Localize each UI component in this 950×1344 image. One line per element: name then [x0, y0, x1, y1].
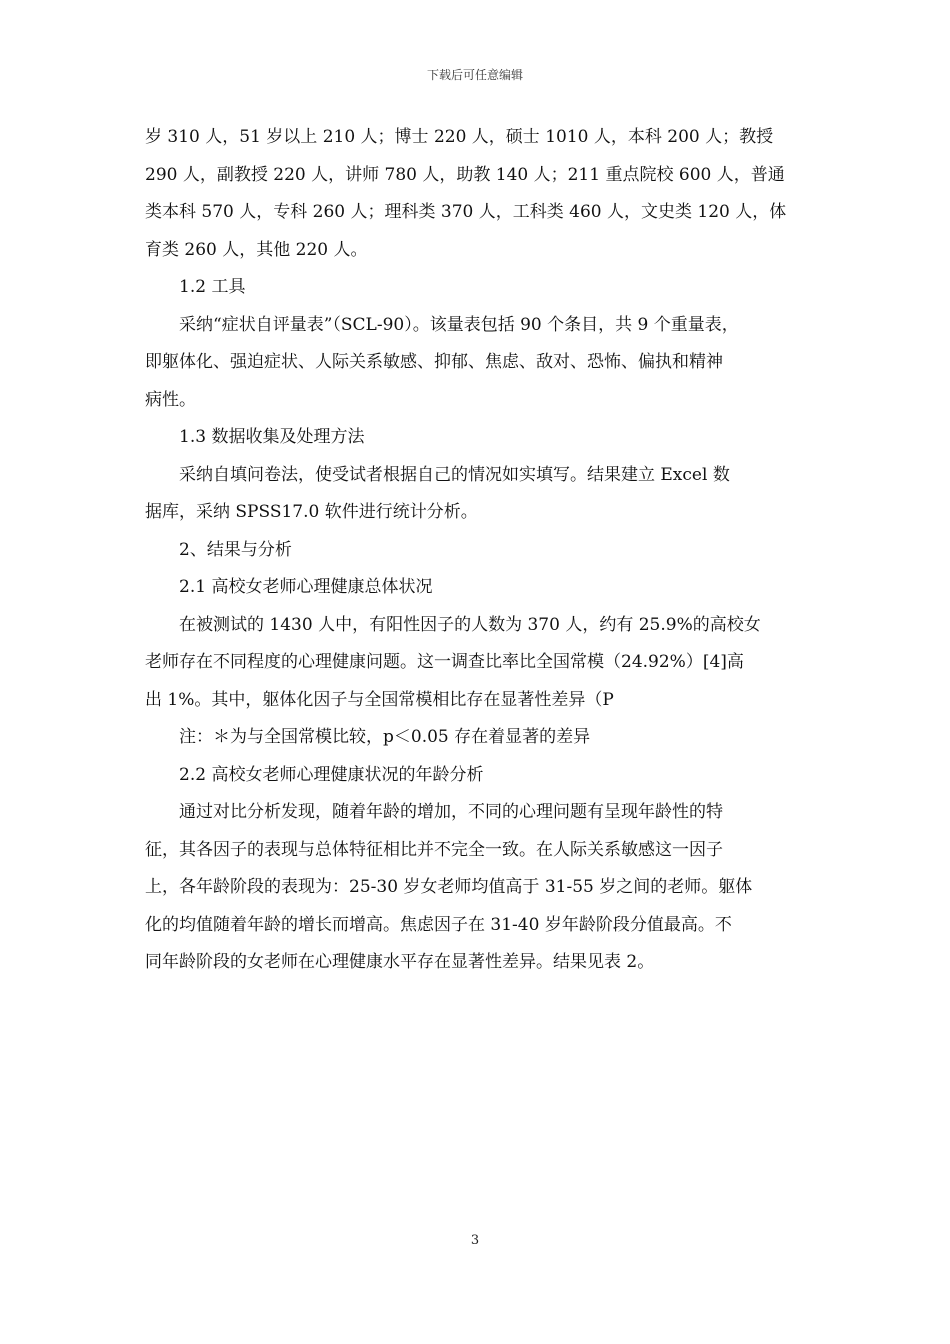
page-number: 3	[470, 1233, 480, 1248]
body-line: 采纳自填问卷法，使受试者根据自己的情况如实填写。结果建立 Excel 数	[179, 464, 730, 485]
body-line: 通过对比分析发现，随着年龄的增加，不同的心理问题有呈现年龄性的特	[179, 802, 723, 822]
body-line: 即躯体化、强迫症状、人际关系敏感、抑郁、焦虑、敌对、恐怖、偏执和精神	[145, 352, 723, 372]
body-line: 采纳“症状自评量表”（SCL-90）。该量表包括 90 个条目，共 9 个重量表，	[179, 314, 739, 335]
section-heading-2-2: 2.2 高校女老师心理健康状况的年龄分析	[179, 764, 484, 785]
body-line: 290 人，副教授 220 人，讲师 780 人，助教 140 人；211 重点院校 600 人，普通	[145, 164, 785, 185]
page-header: 下载后可任意编辑	[426, 68, 523, 82]
section-heading-1-3: 1.3 数据收集及处理方法	[179, 427, 365, 447]
section-heading-1-2: 1.2 工具	[179, 277, 246, 297]
body-line: 病性。	[145, 389, 196, 410]
table-note: 注：＊为与全国常模比较，p＜0.05 存在着显著的差异	[179, 727, 591, 747]
body-line: 据库，采纳 SPSS17.0 软件进行统计分析。	[145, 502, 478, 522]
body-line: 育类 260 人，其他 220 人。	[145, 239, 368, 260]
document-body	[145, 119, 807, 982]
body-line: 同年龄阶段的女老师在心理健康水平存在显著性差异。结果见表 2。	[145, 952, 655, 972]
section-heading-2: 2、结果与分析	[179, 539, 292, 560]
body-line: 老师存在不同程度的心理健康问题。这一调查比率比全国常模（24.92%）[4]高	[145, 652, 744, 672]
body-line: 上，各年龄阶段的表现为：25-30 岁女老师均值高于 31-55 岁之间的老师。躯体	[145, 877, 753, 897]
body-line: 化的均值随着年龄的增长而增高。焦虑因子在 31-40 岁年龄阶段分值最高。不	[145, 914, 732, 935]
body-line: 类本科 570 人，专科 260 人；理科类 370 人，工科类 460 人，文史类 120 人，体	[145, 202, 787, 222]
body-line: 在被测试的 1430 人中，有阳性因子的人数为 370 人，约有 25.9%的高校女	[179, 614, 761, 635]
body-line: 出 1%。其中，躯体化因子与全国常模相比存在显著性差异（P	[145, 689, 614, 710]
section-heading-2-1: 2.1 高校女老师心理健康总体状况	[179, 577, 433, 597]
body-line: 岁 310 人，51 岁以上 210 人；博士 220 人，硕士 1010 人，本科 200 人；教授	[145, 127, 774, 147]
body-line: 征，其各因子的表现与总体特征相比并不完全一致。在人际关系敏感这一因子	[145, 839, 723, 860]
